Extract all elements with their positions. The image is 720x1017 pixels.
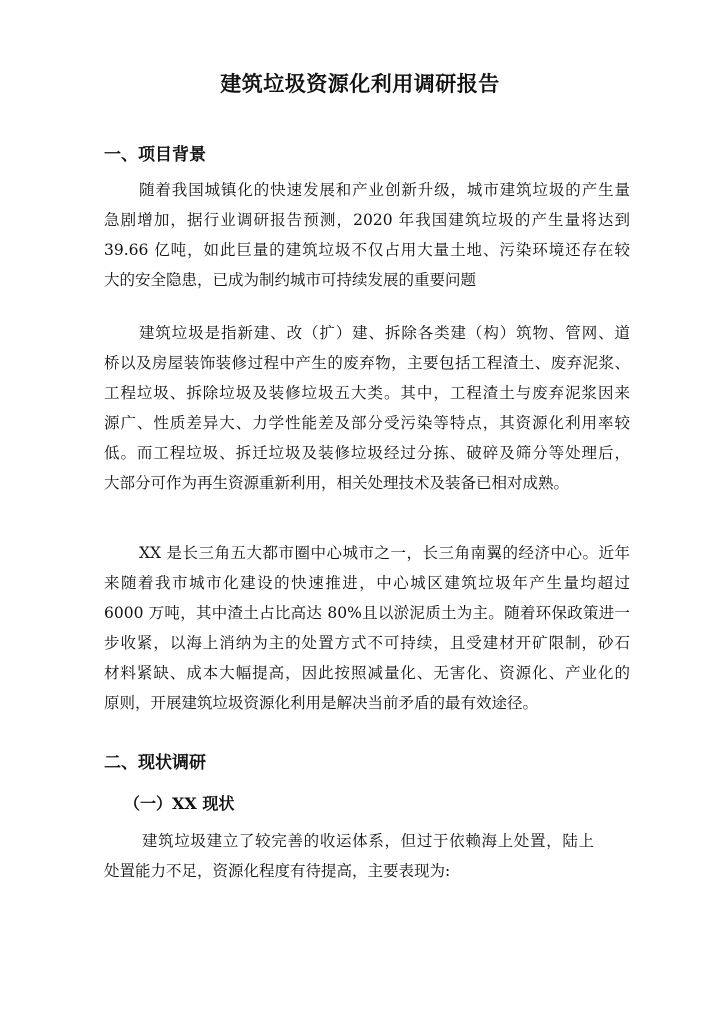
paragraph-2: [104, 318, 630, 498]
paragraph-1: [104, 175, 630, 295]
paragraph-line: 6000 万吨，其中渣土占比高达 80%且以淤泥质土为主。随着环保政策进一: [104, 604, 630, 622]
paragraph-line: 大部分可作为再生资源重新利用，相关处理技术及装备已相对成熟。: [104, 474, 570, 492]
paragraph-line: 大的安全隐患，已成为制约城市可持续发展的重要问题: [104, 271, 477, 289]
paragraph-line: 材料紧缺、成本大幅提高，因此按照减量化、无害化、资源化、产业化的: [104, 664, 630, 682]
paragraph-line: 桥以及房屋装饰装修过程中产生的废弃物，主要包括工程渣土、废弃泥浆、: [104, 354, 630, 372]
section-heading-background: 一、项目背景: [104, 145, 206, 165]
paragraph-line: 建筑垃圾是指新建、改（扩）建、拆除各类建（构）筑物、管网、道: [139, 324, 630, 342]
paragraph-3: [104, 538, 630, 718]
paragraph-line: 原则，开展建筑垃圾资源化利用是解决当前矛盾的最有效途径。: [104, 694, 539, 712]
paragraph-line: 低。而工程垃圾、拆迁垃圾及装修垃圾经过分拣、破碎及筛分等处理后，: [104, 444, 630, 462]
paragraph-line: 工程垃圾、拆除垃圾及装修垃圾五大类。其中，工程渣土与废弃泥浆因来: [104, 384, 630, 402]
paragraph-4: [104, 826, 594, 886]
paragraph-line: 源广、性质差异大、力学性能差及部分受污染等特点，其资源化利用率较: [104, 414, 630, 432]
paragraph-line: 随着我国城镇化的快速发展和产业创新升级，城市建筑垃圾的产生量: [139, 181, 630, 199]
document-title: 建筑垃圾资源化利用调研报告: [220, 71, 500, 96]
paragraph-line: 建筑垃圾建立了较完善的收运体系，但过于依赖海上处置，陆上: [142, 832, 594, 850]
paragraph-line: 来随着我市城市化建设的快速推进，中心城区建筑垃圾年产生量均超过: [104, 574, 630, 592]
paragraph-line: 急剧增加，据行业调研报告预测，2020 年我国建筑垃圾的产生量将达到: [104, 211, 630, 229]
section-heading-survey: 二、现状调研: [104, 753, 206, 773]
paragraph-line: 39.66 亿吨，如此巨量的建筑垃圾不仅占用大量土地、污染环境还存在较: [104, 241, 630, 259]
subsection-heading-status: （一）XX 现状: [124, 794, 235, 813]
paragraph-line: XX 是长三角五大都市圈中心城市之一，长三角南翼的经济中心。近年: [139, 544, 630, 562]
paragraph-line: 处置能力不足，资源化程度有待提高，主要表现为:: [104, 862, 451, 880]
paragraph-line: 步收紧，以海上消纳为主的处置方式不可持续，且受建材开矿限制，砂石: [104, 634, 630, 652]
